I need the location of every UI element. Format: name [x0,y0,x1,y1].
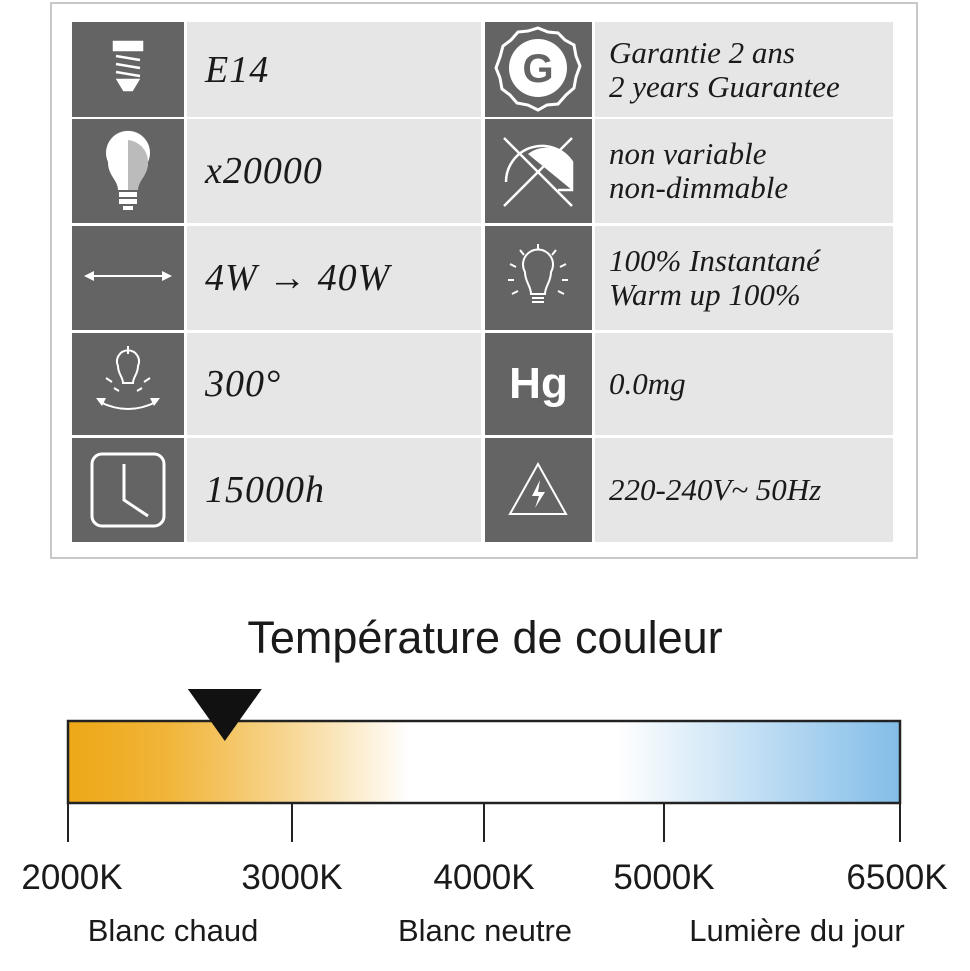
spec-value-line: 4W → 40W [205,257,391,299]
bulb-cycles-icon [106,131,150,210]
spec-value-line: Warm up 100% [609,277,801,312]
non-dimmable-icon [504,138,572,206]
spec-value-line: 2 years Guarantee [609,68,840,104]
high-voltage-icon [510,464,566,514]
color-temperature-title: Température de couleur [247,612,723,663]
temperature-tick-label: 2000K [21,858,123,897]
spec-value-line: x20000 [205,150,323,192]
spec-value-line: 15000h [205,469,325,511]
beam-angle-icon [96,346,160,409]
spec-value-line: E14 [205,48,270,91]
clock-icon [92,454,164,526]
temperature-zone-label: Lumière du jour [689,913,905,948]
mercury-label: Hg [509,359,568,408]
temperature-tick-label: 4000K [433,858,535,897]
temperature-zone-label: Blanc neutre [397,913,573,948]
spec-value-line: non-dimmable [609,170,789,205]
temperature-tick-label: 3000K [241,858,343,897]
bulb-socket-icon [114,42,142,90]
spec-value-line: Garantie 2 ans [609,34,795,70]
temperature-ticks [68,803,900,842]
spec-value-line: 100% Instantané [609,243,820,278]
spec-value-line: 220-240V~ 50Hz [609,472,822,507]
guarantee-seal-icon [496,28,580,110]
temperature-tick-label: 6500K [846,858,948,897]
spec-value-line: non variable [609,136,767,171]
color-temperature-bar [68,721,900,803]
svg-text:G: G [522,47,554,91]
power-equivalence-icon [84,271,172,281]
spec-value-line: 300° [205,363,282,405]
temperature-tick-label: 5000K [613,858,715,897]
spec-value-line: 0.0mg [609,366,686,401]
temperature-zone-label: Blanc chaud [87,913,259,948]
instant-light-icon [508,244,568,302]
